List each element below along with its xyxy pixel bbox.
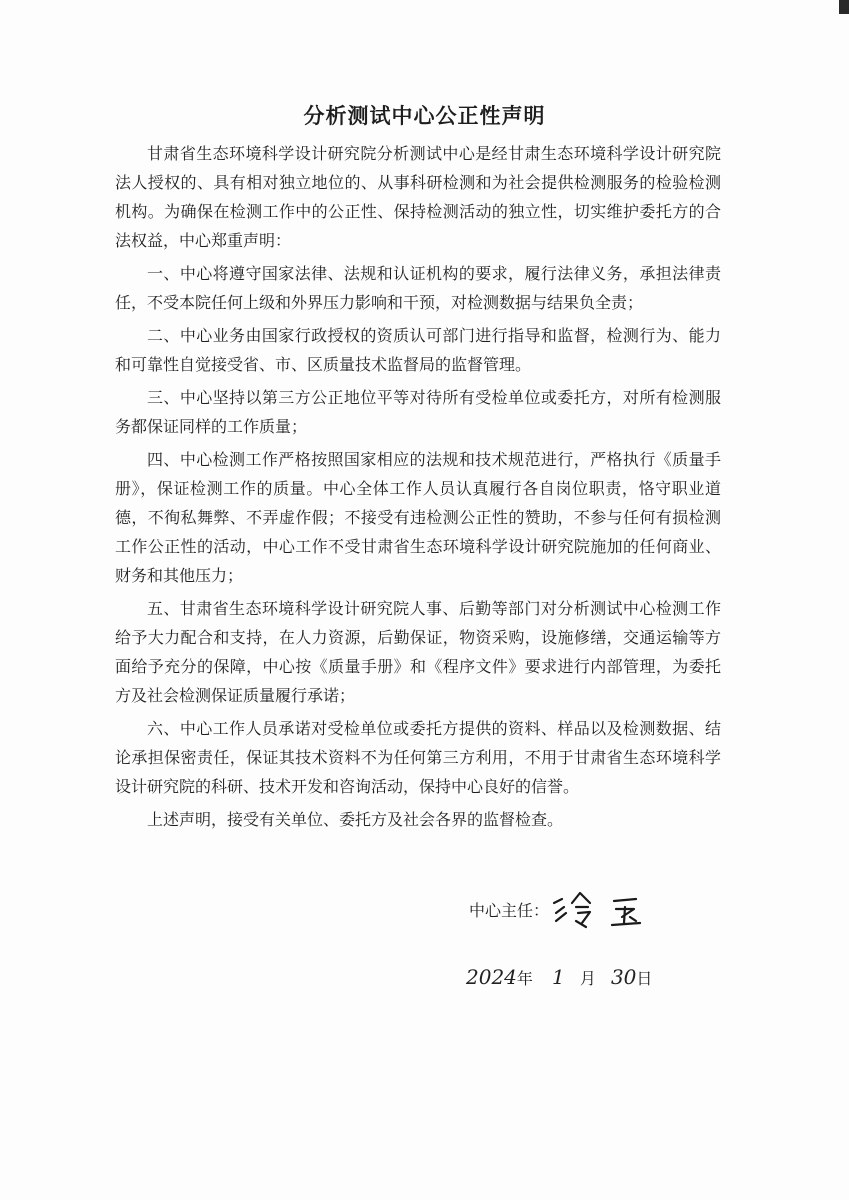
document-title: 分析测试中心公正性声明	[303, 104, 546, 128]
paragraph-1: 一、中心将遵守国家法律、法规和认证机构的要求，履行法律义务，承担法律责任，不受本院任何上级和外界压力影响和干预，对检测数据与结果负全责；	[115, 264, 721, 312]
date-year-unit: 年	[516, 969, 533, 988]
director-label: 中心主任：	[469, 901, 550, 920]
paragraph-6: 六、中心工作人员承诺对受检单位或委托方提供的资料、样品以及检测数据、结论承担保密责任，保证其技术资料不为任何第三方利用，不用于甘肃省生态环境科学设计研究院的科研、技术开发和咨询活动，保持中心良好的信誉。	[115, 719, 721, 796]
paragraph-closing: 上述声明，接受有关单位、委托方及社会各界的监督检查。	[147, 810, 564, 829]
paragraph-intro: 甘肃省生态环境科学设计研究院分析测试中心是经甘肃生态环境科学设计研究院法人授权的、具有相对独立地位的、从事科研检测和为社会提供检测服务的检验检测机构。为确保在检测工作中的公正性、保持检测活动的独立性，切实维护委托方的合法权益，中心郑重声明：	[115, 144, 721, 250]
scan-corner-mark	[839, 0, 849, 14]
date-day-unit: 日	[636, 969, 653, 988]
date-month: 1	[552, 965, 565, 989]
paragraph-3: 三、中心坚持以第三方公正地位平等对待所有受检单位或委托方，对所有检测服务都保证同样的工作质量；	[115, 388, 721, 436]
handwritten-signature	[550, 883, 660, 933]
paragraph-4: 四、中心检测工作严格按照国家相应的法规和技术规范进行，严格执行《质量手册》，保证检测工作的质量。中心全体工作人员认真履行各自岗位职责，恪守职业道德，不徇私舞弊、不弄虚作假；不接受有违检测公正性的赞助，不参与任何有损检测工作公正性的活动，中心工作不受甘肃省生态环境科学设计研究院施加的任何商业、财务和其他压力；	[115, 450, 721, 585]
date-day: 30	[610, 965, 637, 989]
paragraph-5: 五、甘肃省生态环境科学设计研究院人事、后勤等部门对分析测试中心检测工作给予大力配合和支持，在人力资源，后勤保证，物资采购，设施修缮，交通运输等方面给予充分的保障，中心按《质量手册》和《程序文件》要求进行内部管理，为委托方及社会检测保证质量履行承诺；	[115, 599, 721, 705]
declaration-body	[115, 139, 721, 838]
signing-date	[466, 965, 652, 989]
date-year: 2024	[466, 965, 517, 989]
paragraph-2: 二、中心业务由国家行政授权的资质认可部门进行指导和监督，检测行为、能力和可靠性自觉接受省、市、区质量技术监督局的监督管理。	[115, 326, 721, 374]
date-month-unit: 月	[579, 969, 596, 988]
